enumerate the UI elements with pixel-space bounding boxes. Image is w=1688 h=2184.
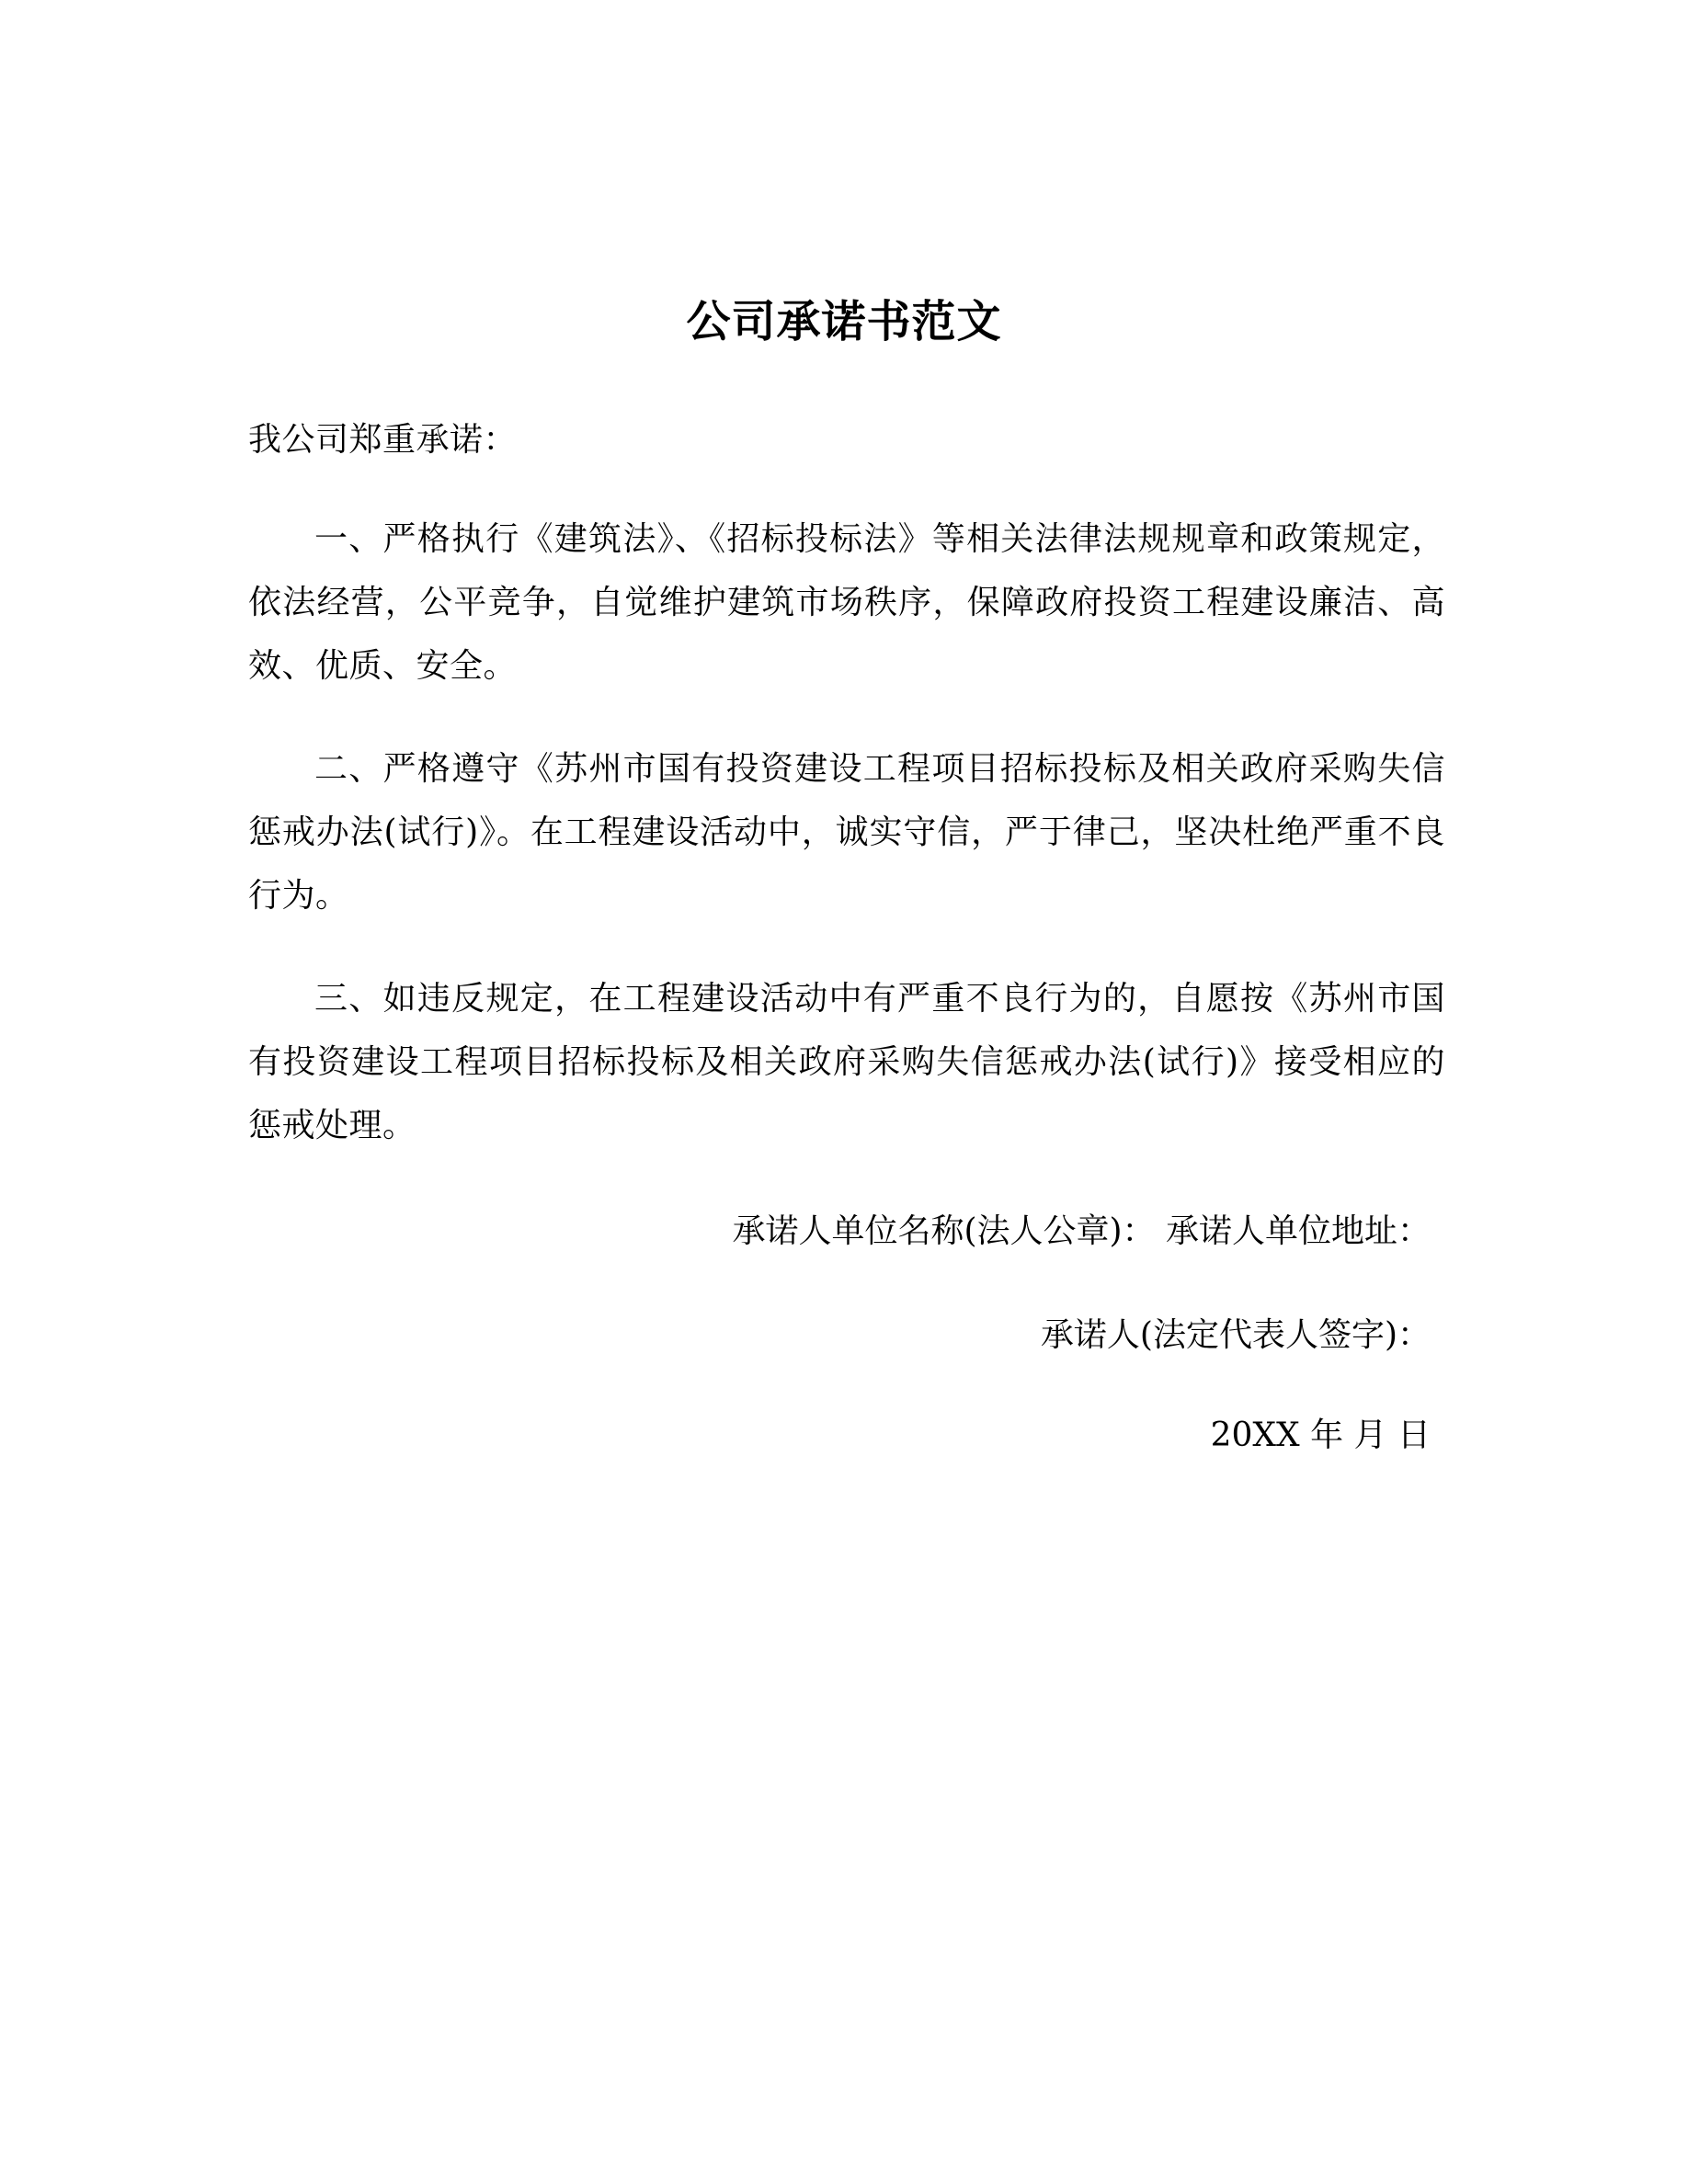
signature-date-line: 20XX 年 月 日 <box>1210 1416 1431 1454</box>
paragraph-3: 三、如违反规定，在工程建设活动中有严重不良行为的，自愿按《苏州市国有投资建设工程项目招标投标及相关政府采购失信惩戒办法(试行)》接受相应的惩戒处理。 <box>248 980 1445 1144</box>
signature-unit-line: 承诺人单位名称(法人公章)： 承诺人单位地址： <box>732 1212 1431 1250</box>
salutation: 我公司郑重承诺： <box>248 421 518 459</box>
signature-representative-line: 承诺人(法定代表人签字)： <box>1040 1316 1431 1354</box>
paragraph-2: 二、严格遵守《苏州市国有投资建设工程项目招标投标及相关政府采购失信惩戒办法(试行)》。在工程建设活动中，诚实守信，严于律己，坚决杜绝严重不良行为。 <box>248 750 1445 915</box>
document-title: 公司承诺书范文 <box>686 296 1002 347</box>
paragraph-1: 一、严格执行《建筑法》、《招标投标法》等相关法律法规规章和政策规定，依法经营，公平竞争，自觉维护建筑市场秩序，保障政府投资工程建设廉洁、高效、优质、安全。 <box>248 520 1445 685</box>
